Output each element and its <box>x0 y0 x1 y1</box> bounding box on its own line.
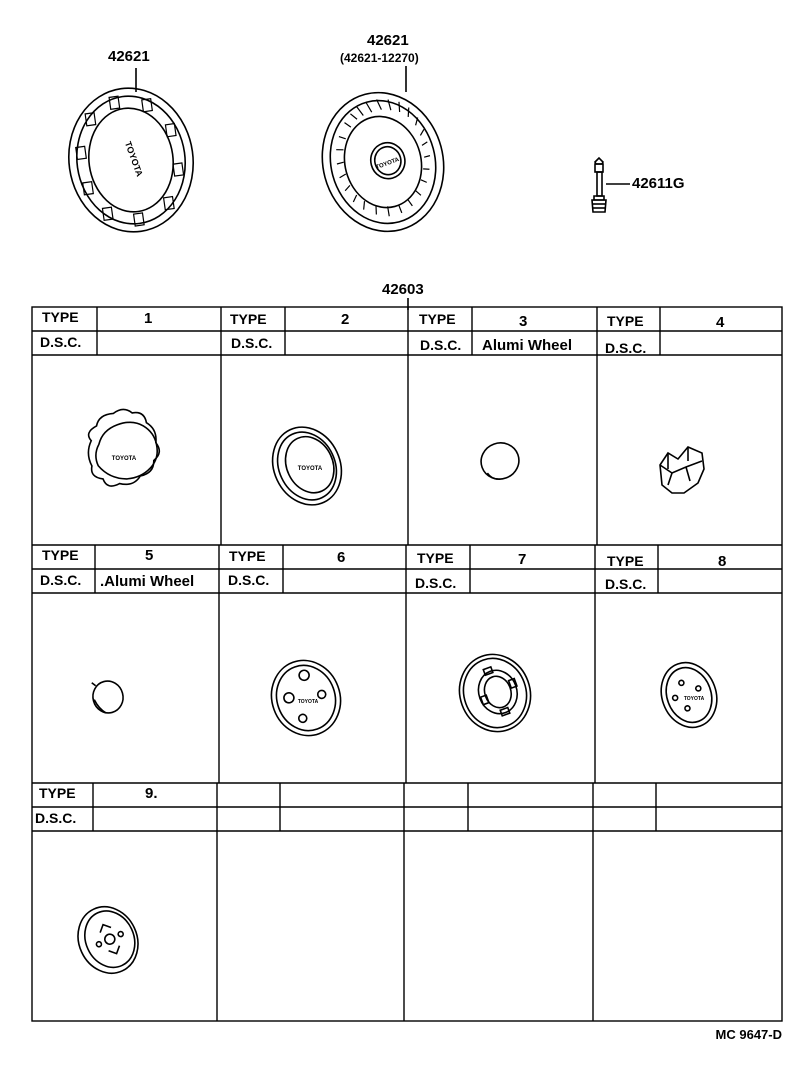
document-number: MC 9647-D <box>715 1027 782 1042</box>
hub-cap-type-3-icon <box>476 438 524 485</box>
type-label-9: TYPE <box>39 785 76 801</box>
type-label-2: TYPE <box>230 311 267 327</box>
type-value-4: 4 <box>716 314 725 331</box>
dsc-label-8: D.S.C. <box>605 576 647 592</box>
toyota-logo-type-1: TOYOTA <box>111 456 137 462</box>
part-number-42621-right: 42621 <box>367 32 409 49</box>
part-number-42603: 42603 <box>382 281 424 298</box>
hub-cap-type-9-icon <box>67 897 148 983</box>
dsc-label-4: D.S.C. <box>605 340 647 356</box>
valve-stem-icon <box>592 158 606 212</box>
type-label-7: TYPE <box>417 550 454 566</box>
type-value-1: 1 <box>144 310 153 327</box>
dsc-label-1: D.S.C. <box>40 334 82 350</box>
dsc-label-2: D.S.C. <box>231 335 273 351</box>
hub-cap-type-5-icon <box>89 676 127 717</box>
type-value-5: 5 <box>145 547 154 564</box>
toyota-logo-right: TOYOTA <box>375 157 401 172</box>
type-label-1: TYPE <box>42 309 79 325</box>
type-value-6: 6 <box>337 549 346 566</box>
type-label-6: TYPE <box>229 548 266 564</box>
type-value-8: 8 <box>718 553 727 570</box>
dsc-label-7: D.S.C. <box>415 575 457 591</box>
type-label-3: TYPE <box>419 311 456 327</box>
toyota-logo-type-2: TOYOTA <box>297 466 323 472</box>
hub-cap-type-4-icon <box>660 447 704 493</box>
part-number-42621-alt: (42621-12270) <box>340 51 419 65</box>
hub-cap-type-7-icon <box>449 644 541 741</box>
toyota-logo-type-6: TOYOTA <box>297 699 319 705</box>
hub-cap-type-1-icon <box>75 401 168 495</box>
dsc-value-5: .Alumi Wheel <box>100 573 195 590</box>
dsc-label-6: D.S.C. <box>228 572 270 588</box>
hub-cap-type-8-icon <box>652 655 725 735</box>
dsc-label-5: D.S.C. <box>40 572 82 588</box>
type-value-3: 3 <box>519 313 528 330</box>
type-label-4: TYPE <box>607 313 644 329</box>
type-label-8: TYPE <box>607 553 644 569</box>
type-value-2: 2 <box>341 311 350 328</box>
part-number-42621-left: 42621 <box>108 48 150 65</box>
hub-cap-type-6-icon <box>261 651 351 746</box>
part-number-42611g: 42611G <box>632 175 685 192</box>
cap-type-table <box>32 307 782 1021</box>
type-value-7: 7 <box>518 551 527 568</box>
toyota-logo-type-8: TOYOTA <box>683 696 705 702</box>
type-value-9: 9. <box>145 785 158 802</box>
type-label-5: TYPE <box>42 547 79 563</box>
dsc-label-9: D.S.C. <box>35 810 77 826</box>
dsc-value-3: Alumi Wheel <box>482 337 573 354</box>
dsc-label-3: D.S.C. <box>420 337 462 353</box>
toyota-logo-left: TOYOTA <box>122 140 145 178</box>
